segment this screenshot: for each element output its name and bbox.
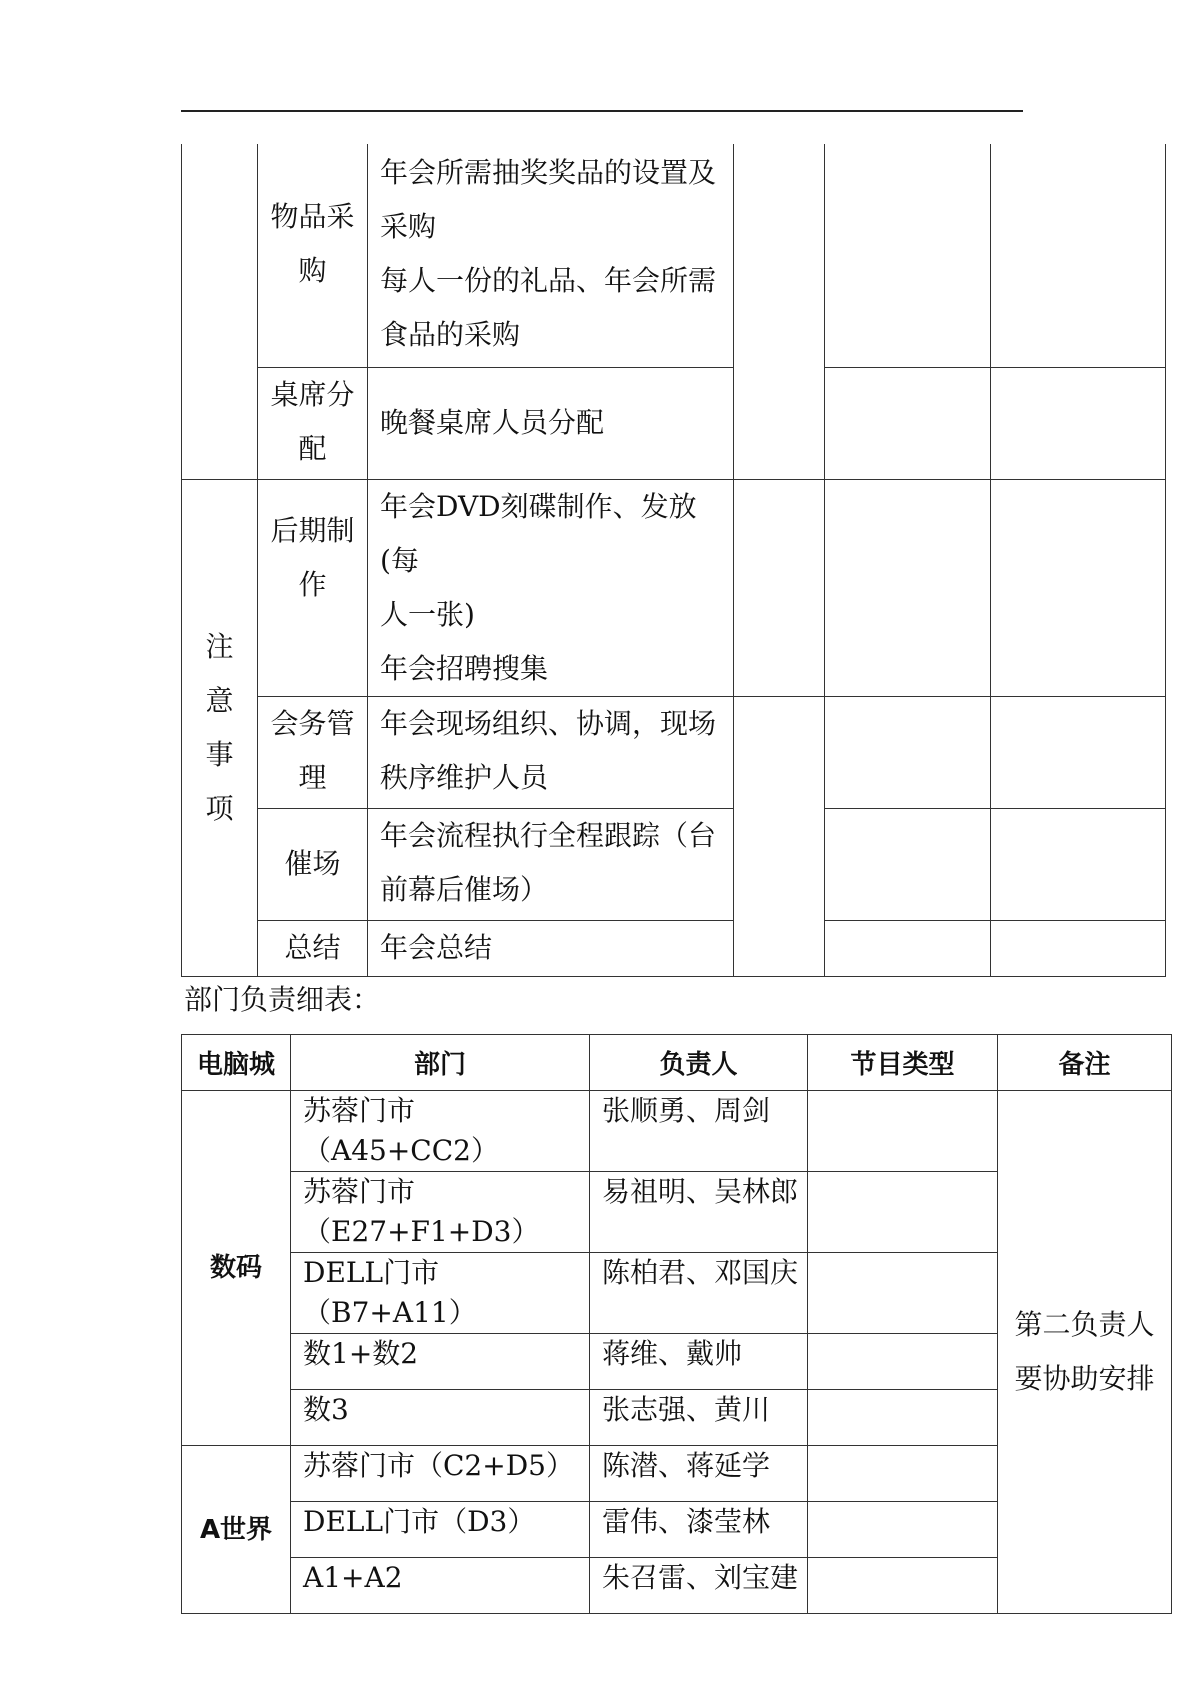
plan-empty-cell — [734, 144, 825, 479]
header-person: 负责人 — [590, 1035, 808, 1091]
plan-description: 年会流程执行全程跟踪（台 前幕后催场） — [368, 808, 734, 920]
remark-cell — [998, 1091, 1172, 1614]
plan-category: 后期制 作 — [258, 479, 368, 696]
plan-description: 年会现场组织、协调，现场 秩序维护人员 — [368, 696, 734, 808]
plan-empty-cell — [825, 920, 991, 976]
person-cell: 张志强、黄川 — [590, 1390, 808, 1446]
plan-empty-cell — [825, 367, 991, 479]
person-cell: 易祖明、吴林郎 — [590, 1172, 808, 1253]
header-remark: 备注 — [998, 1035, 1172, 1091]
person-cell: 蒋维、戴帅 — [590, 1334, 808, 1390]
city-cell: 数码 — [182, 1091, 291, 1446]
section-char: 意 — [205, 683, 234, 717]
program-type-cell — [808, 1091, 998, 1172]
plan-category: 总结 — [258, 920, 368, 976]
dept-table — [181, 1034, 1172, 1614]
header-program-type: 节目类型 — [808, 1035, 998, 1091]
plan-empty-cell — [734, 479, 825, 696]
plan-empty-cell — [825, 479, 991, 696]
program-type-cell — [808, 1172, 998, 1253]
plan-empty-cell — [991, 696, 1166, 808]
dept-cell: DELL门市（D3） — [291, 1502, 590, 1558]
plan-category: 会务管 理 — [258, 696, 368, 808]
plan-row — [182, 367, 1166, 479]
plan-category: 桌席分 配 — [258, 367, 368, 479]
header-city: 电脑城 — [182, 1035, 291, 1091]
plan-description: 年会总结 — [368, 920, 734, 976]
person-cell: 陈潜、蒋延学 — [590, 1446, 808, 1502]
city-cell: A世界 — [182, 1446, 291, 1614]
plan-category: 催场 — [258, 808, 368, 920]
plan-empty-cell — [825, 696, 991, 808]
person-cell: 朱召雷、刘宝建 — [590, 1558, 808, 1614]
program-type-cell — [808, 1502, 998, 1558]
plan-empty-cell — [734, 696, 825, 976]
plan-description: 晚餐桌席人员分配 — [368, 367, 734, 479]
program-type-cell — [808, 1253, 998, 1334]
plan-empty-cell — [825, 808, 991, 920]
plan-description: 年会DVD刻碟制作、发放(每 人一张) 年会招聘搜集 — [368, 479, 734, 696]
dept-cell: 数3 — [291, 1390, 590, 1446]
remark-line: 第二负责人 — [1014, 1308, 1155, 1341]
plan-category: 物品采 购 — [258, 144, 368, 367]
dept-cell: A1+A2 — [291, 1558, 590, 1614]
dept-cell: 苏蓉门市（A45+CC2） — [291, 1091, 590, 1172]
plan-row — [182, 920, 1166, 976]
header-dept: 部门 — [291, 1035, 590, 1091]
plan-empty-cell — [991, 367, 1166, 479]
plan-row — [182, 808, 1166, 920]
program-type-cell — [808, 1558, 998, 1614]
dept-table-header — [182, 1035, 1172, 1091]
header-rule — [181, 110, 1023, 112]
plan-table — [181, 144, 1166, 977]
plan-row — [182, 144, 1166, 367]
plan-empty-cell — [825, 144, 991, 367]
plan-empty-cell — [991, 920, 1166, 976]
program-type-cell — [808, 1334, 998, 1390]
program-type-cell — [808, 1446, 998, 1502]
plan-row — [182, 696, 1166, 808]
dept-table-caption: 部门负责细表： — [184, 983, 381, 1016]
plan-empty-cell — [991, 808, 1166, 920]
plan-description: 年会所需抽奖奖品的设置及 采购 每人一份的礼品、年会所需 食品的采购 — [368, 144, 734, 367]
plan-empty-cell — [991, 144, 1166, 367]
person-cell: 张顺勇、周剑 — [590, 1091, 808, 1172]
dept-cell: DELL门市（B7+A11） — [291, 1253, 590, 1334]
dept-cell: 苏蓉门市（C2+D5） — [291, 1446, 590, 1502]
plan-section-label — [182, 479, 258, 976]
dept-cell: 数1+数2 — [291, 1334, 590, 1390]
section-char: 事 — [205, 737, 234, 771]
plan-row — [182, 479, 1166, 696]
section-char: 项 — [205, 791, 234, 825]
plan-section-cell — [182, 144, 258, 479]
section-char: 注 — [205, 629, 234, 663]
table-row — [182, 1091, 1172, 1172]
person-cell: 陈柏君、邓国庆 — [590, 1253, 808, 1334]
person-cell: 雷伟、漆莹林 — [590, 1502, 808, 1558]
remark-line: 要协助安排 — [1014, 1362, 1155, 1395]
plan-empty-cell — [991, 479, 1166, 696]
program-type-cell — [808, 1390, 998, 1446]
dept-cell: 苏蓉门市（E27+F1+D3） — [291, 1172, 590, 1253]
